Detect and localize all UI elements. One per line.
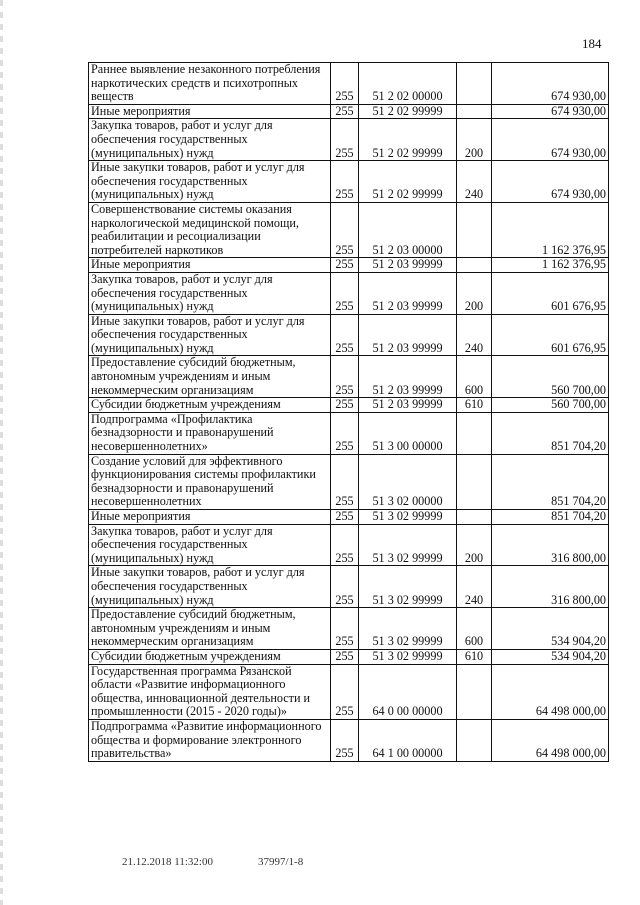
- print-timestamp: 21.12.2018 11:32:00: [122, 856, 213, 868]
- row-expense-type: [457, 664, 492, 719]
- row-sum: 560 700,00: [492, 398, 609, 413]
- row-expense-type: 600: [457, 356, 492, 398]
- row-expense-type: [457, 719, 492, 761]
- table-row: [89, 608, 609, 650]
- row-name: Подпрограмма «Развитие информационного общества и формирование электронного правительства»: [89, 719, 331, 761]
- row-target-article: 51 2 03 99999: [359, 398, 457, 413]
- row-target-article: 64 1 00 00000: [359, 719, 457, 761]
- row-name: Субсидии бюджетным учреждениям: [89, 649, 331, 664]
- row-target-article: 51 3 00 00000: [359, 412, 457, 454]
- row-name: Иные мероприятия: [89, 258, 331, 273]
- row-sum: 64 498 000,00: [492, 719, 609, 761]
- table-row: [89, 412, 609, 454]
- row-name: Закупка товаров, работ и услуг для обеспечения государственных (муниципальных) нужд: [89, 119, 331, 161]
- row-sum: 601 676,95: [492, 272, 609, 314]
- row-expense-type: 240: [457, 566, 492, 608]
- row-target-article: 51 2 03 99999: [359, 258, 457, 273]
- row-expense-type: [457, 454, 492, 509]
- row-expense-type: [457, 258, 492, 273]
- document-id: 37997/1-8: [258, 856, 304, 868]
- table-row: [89, 202, 609, 257]
- row-admin-code: 255: [331, 314, 359, 356]
- row-sum: 64 498 000,00: [492, 664, 609, 719]
- row-sum: 851 704,20: [492, 510, 609, 525]
- row-sum: 316 800,00: [492, 566, 609, 608]
- row-sum: 534 904,20: [492, 649, 609, 664]
- row-sum: 534 904,20: [492, 608, 609, 650]
- row-expense-type: 240: [457, 314, 492, 356]
- row-target-article: 64 0 00 00000: [359, 664, 457, 719]
- row-admin-code: 255: [331, 412, 359, 454]
- row-admin-code: 255: [331, 398, 359, 413]
- row-expense-type: [457, 104, 492, 119]
- table-row: [89, 161, 609, 203]
- row-admin-code: 255: [331, 104, 359, 119]
- row-sum: 674 930,00: [492, 104, 609, 119]
- row-target-article: 51 2 02 00000: [359, 63, 457, 105]
- row-admin-code: 255: [331, 719, 359, 761]
- row-name: Создание условий для эффективного функционирования системы профилактики безнадзорности и правонарушений несовершеннолетних: [89, 454, 331, 509]
- row-expense-type: 610: [457, 398, 492, 413]
- row-sum: 851 704,20: [492, 412, 609, 454]
- row-expense-type: 240: [457, 161, 492, 203]
- row-target-article: 51 2 03 00000: [359, 202, 457, 257]
- table-row: [89, 566, 609, 608]
- row-admin-code: 255: [331, 258, 359, 273]
- table-row: [89, 398, 609, 413]
- row-target-article: 51 2 03 99999: [359, 314, 457, 356]
- page-number: 184: [582, 36, 602, 51]
- row-name: Иные мероприятия: [89, 104, 331, 119]
- table-row: [89, 314, 609, 356]
- row-sum: 674 930,00: [492, 161, 609, 203]
- row-sum: 851 704,20: [492, 454, 609, 509]
- row-admin-code: 255: [331, 356, 359, 398]
- row-name: Субсидии бюджетным учреждениям: [89, 398, 331, 413]
- row-target-article: 51 3 02 99999: [359, 608, 457, 650]
- row-sum: 316 800,00: [492, 524, 609, 566]
- table-row: [89, 649, 609, 664]
- table-row: [89, 510, 609, 525]
- table-row: [89, 104, 609, 119]
- row-target-article: 51 2 02 99999: [359, 161, 457, 203]
- row-admin-code: 255: [331, 202, 359, 257]
- row-sum: 1 162 376,95: [492, 202, 609, 257]
- row-expense-type: [457, 63, 492, 105]
- row-name: Иные закупки товаров, работ и услуг для обеспечения государственных (муниципальных) нужд: [89, 566, 331, 608]
- row-expense-type: [457, 412, 492, 454]
- row-target-article: 51 3 02 99999: [359, 649, 457, 664]
- row-expense-type: [457, 510, 492, 525]
- row-name: Закупка товаров, работ и услуг для обеспечения государственных (муниципальных) нужд: [89, 272, 331, 314]
- row-name: Раннее выявление незаконного потребления наркотических средств и психотропных веществ: [89, 63, 331, 105]
- row-admin-code: 255: [331, 272, 359, 314]
- scan-edge-artifact: [0, 0, 3, 905]
- row-name: Предоставление субсидий бюджетным, автономным учреждениям и иным некоммерческим организациям: [89, 608, 331, 650]
- table-row: [89, 272, 609, 314]
- row-admin-code: 255: [331, 566, 359, 608]
- table-row: [89, 664, 609, 719]
- table-row: [89, 524, 609, 566]
- row-target-article: 51 2 02 99999: [359, 104, 457, 119]
- row-admin-code: 255: [331, 510, 359, 525]
- row-target-article: 51 3 02 99999: [359, 566, 457, 608]
- row-sum: 674 930,00: [492, 119, 609, 161]
- row-sum: 674 930,00: [492, 63, 609, 105]
- row-sum: 560 700,00: [492, 356, 609, 398]
- row-name: Иные закупки товаров, работ и услуг для обеспечения государственных (муниципальных) нужд: [89, 314, 331, 356]
- row-target-article: 51 2 02 99999: [359, 119, 457, 161]
- row-expense-type: 200: [457, 524, 492, 566]
- row-admin-code: 255: [331, 664, 359, 719]
- row-expense-type: 200: [457, 272, 492, 314]
- row-expense-type: 610: [457, 649, 492, 664]
- table-row: [89, 63, 609, 105]
- row-admin-code: 255: [331, 608, 359, 650]
- budget-table: [88, 62, 609, 762]
- row-admin-code: 255: [331, 63, 359, 105]
- table-row: [89, 719, 609, 761]
- budget-table-body: [89, 63, 609, 762]
- row-target-article: 51 2 03 99999: [359, 272, 457, 314]
- row-admin-code: 255: [331, 454, 359, 509]
- row-target-article: 51 2 03 99999: [359, 356, 457, 398]
- row-expense-type: 600: [457, 608, 492, 650]
- table-row: [89, 356, 609, 398]
- table-row: [89, 119, 609, 161]
- row-name: Иные мероприятия: [89, 510, 331, 525]
- row-admin-code: 255: [331, 649, 359, 664]
- row-expense-type: 200: [457, 119, 492, 161]
- row-admin-code: 255: [331, 161, 359, 203]
- row-sum: 1 162 376,95: [492, 258, 609, 273]
- row-target-article: 51 3 02 99999: [359, 524, 457, 566]
- row-admin-code: 255: [331, 524, 359, 566]
- row-expense-type: [457, 202, 492, 257]
- row-sum: 601 676,95: [492, 314, 609, 356]
- row-name: Подпрограмма «Профилактика безнадзорности и правонарушений несовершеннолетних»: [89, 412, 331, 454]
- table-row: [89, 258, 609, 273]
- table-row: [89, 454, 609, 509]
- row-name: Предоставление субсидий бюджетным, автономным учреждениям и иным некоммерческим организациям: [89, 356, 331, 398]
- row-name: Государственная программа Рязанской области «Развитие информационного общества, инновационной деятельности и промышленности (2015 - 2020 годы)»: [89, 664, 331, 719]
- row-name: Закупка товаров, работ и услуг для обеспечения государственных (муниципальных) нужд: [89, 524, 331, 566]
- row-target-article: 51 3 02 99999: [359, 510, 457, 525]
- row-admin-code: 255: [331, 119, 359, 161]
- row-target-article: 51 3 02 00000: [359, 454, 457, 509]
- row-name: Иные закупки товаров, работ и услуг для обеспечения государственных (муниципальных) нужд: [89, 161, 331, 203]
- row-name: Совершенствование системы оказания наркологической медицинской помощи, реабилитации и ресоциализации потребителей наркотиков: [89, 202, 331, 257]
